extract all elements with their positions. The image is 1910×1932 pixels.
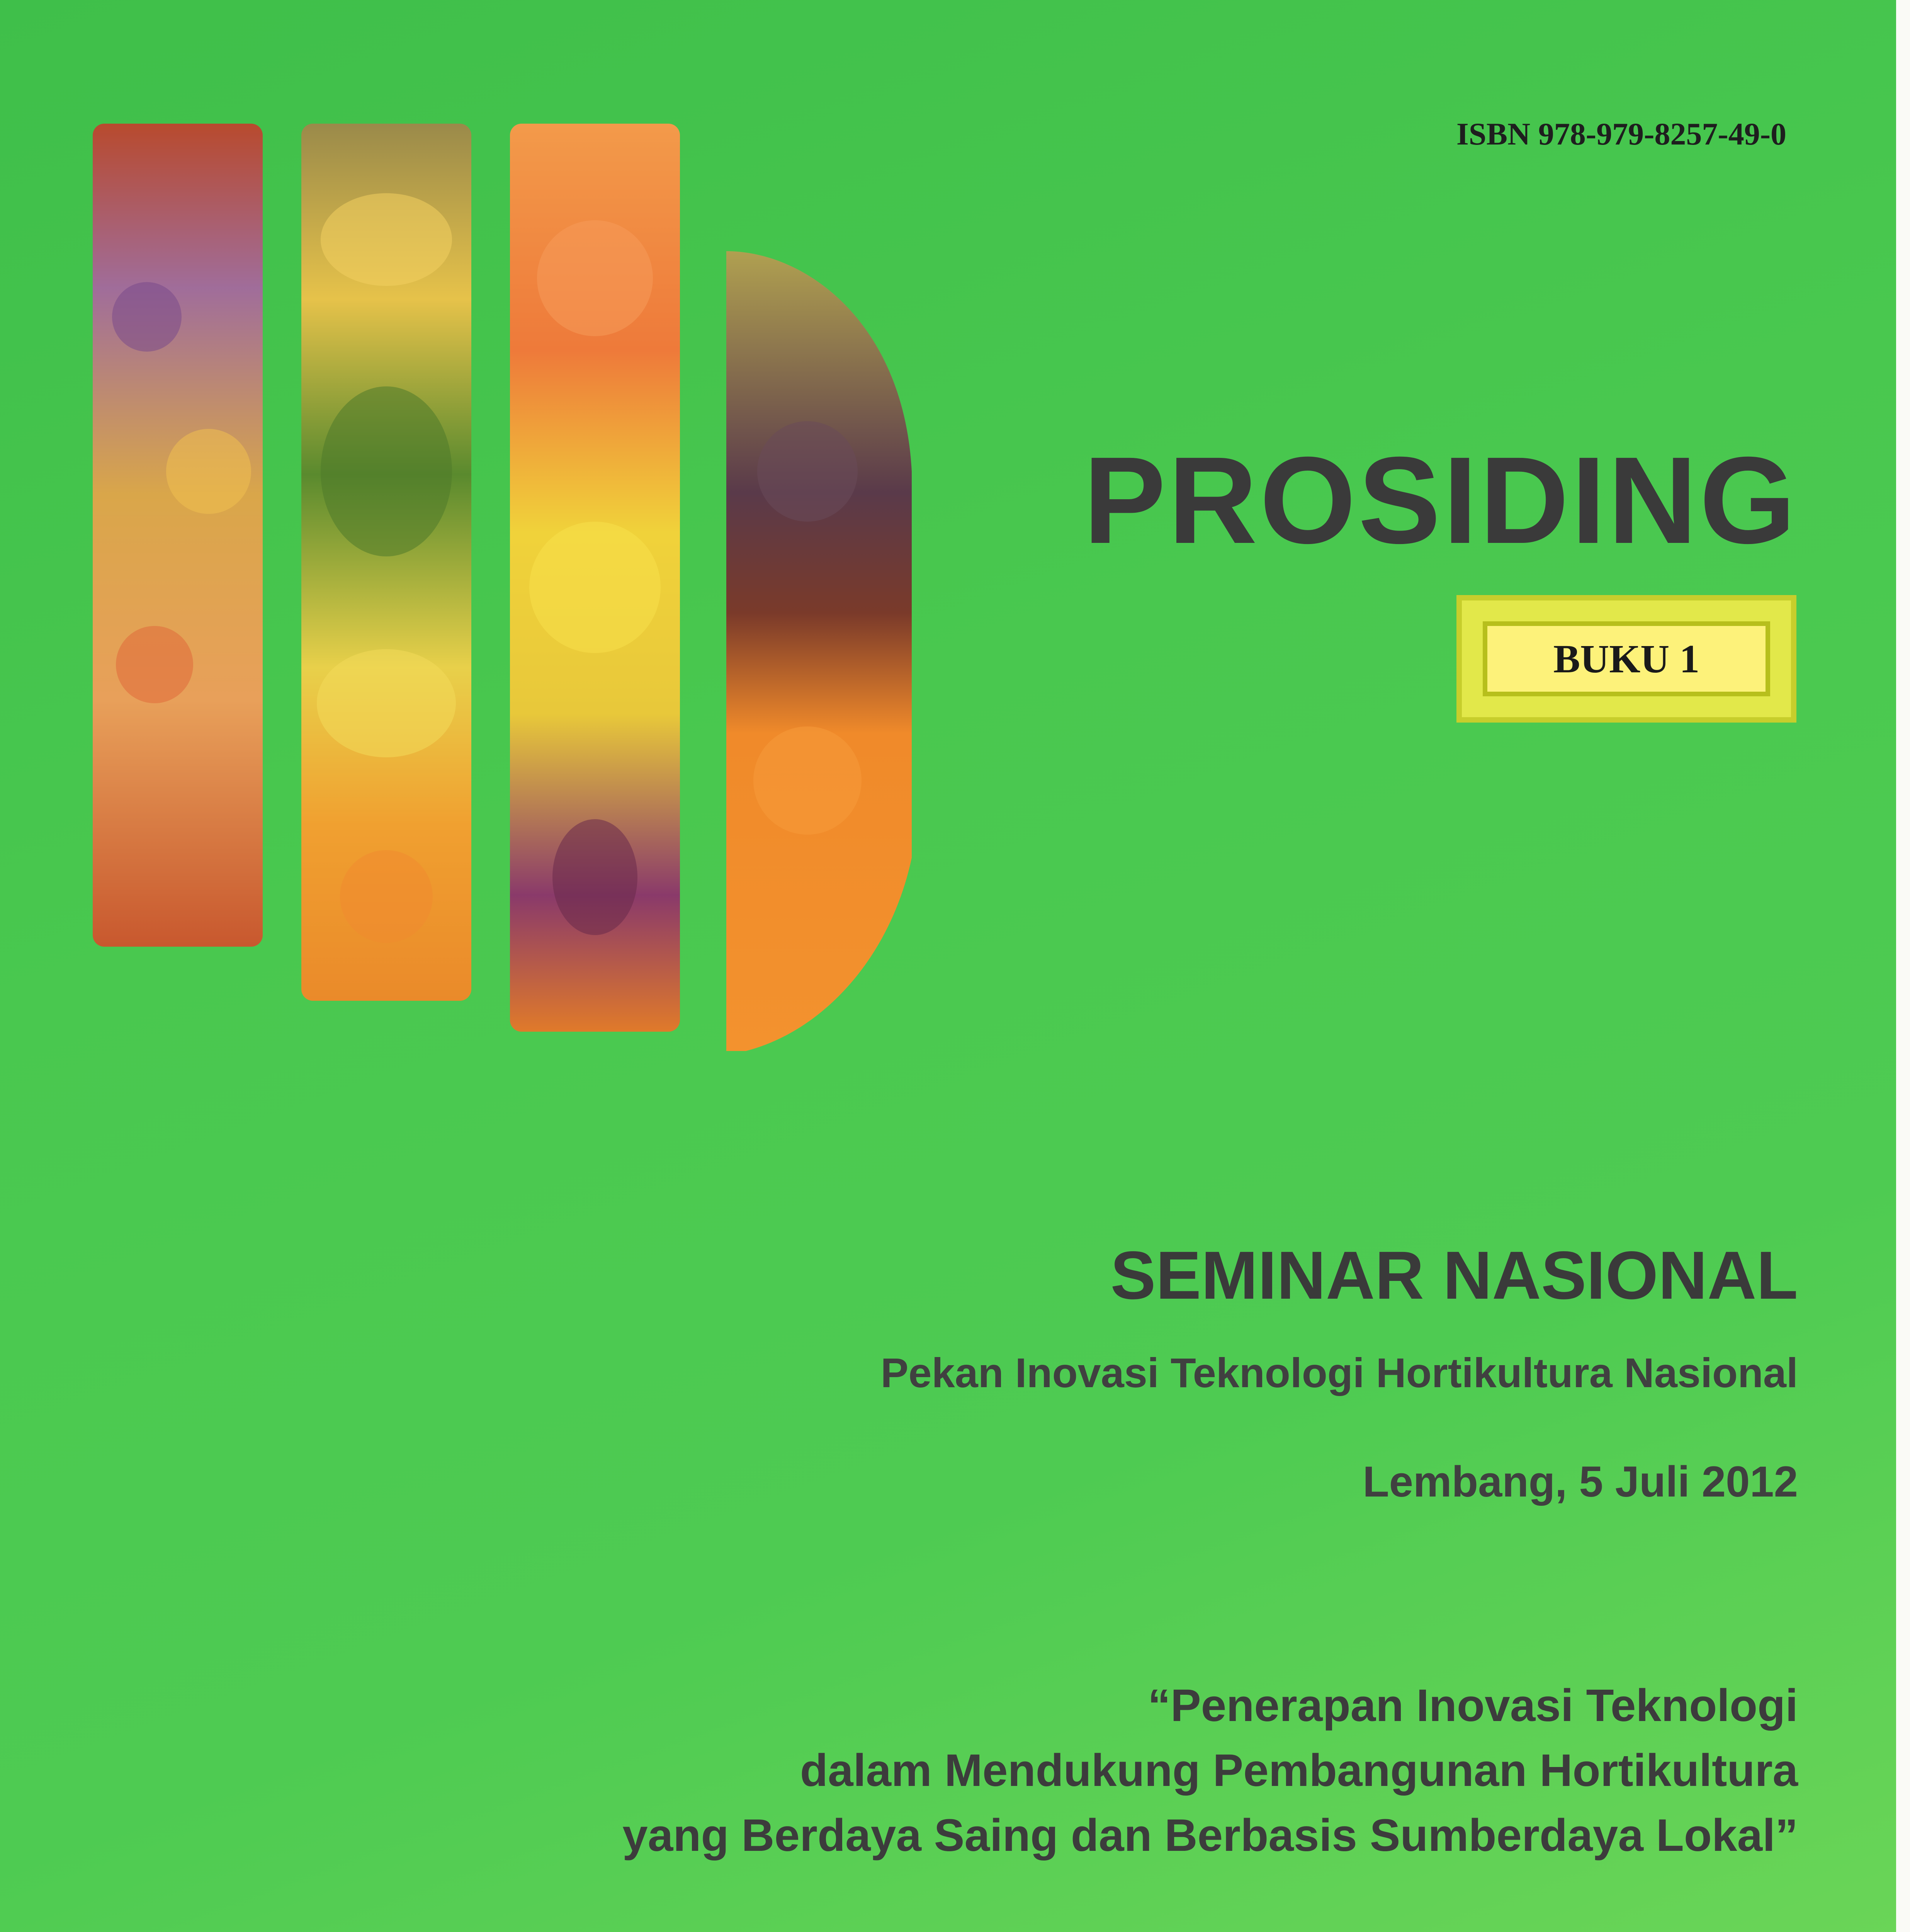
produce-photo-collage bbox=[93, 124, 954, 1051]
seminar-title: SEMINAR NASIONAL bbox=[1110, 1238, 1798, 1313]
photo-strip-1 bbox=[93, 124, 263, 947]
volume-label: BUKU 1 bbox=[1483, 621, 1770, 696]
theme-line: “Penerapan Inovasi Teknologi bbox=[1148, 1680, 1798, 1731]
seminar-subtitle: Pekan Inovasi Teknologi Hortikultura Nasional bbox=[880, 1349, 1798, 1396]
seminar-theme bbox=[622, 1673, 1798, 1868]
collage-graphic bbox=[93, 124, 954, 1051]
theme-line: yang Berdaya Saing dan Berbasis Sumberdaya Lokal” bbox=[622, 1810, 1798, 1861]
book-title: PROSIDING bbox=[1083, 431, 1798, 569]
page-edge-right bbox=[1896, 0, 1910, 1932]
volume-badge bbox=[1456, 595, 1796, 723]
isbn-number: ISBN 978-979-8257-49-0 bbox=[1456, 116, 1786, 151]
theme-line: dalam Mendukung Pembangunan Hortikultura bbox=[800, 1745, 1798, 1796]
photo-strip-4 bbox=[726, 251, 912, 1051]
seminar-date: Lembang, 5 Juli 2012 bbox=[1363, 1458, 1798, 1506]
